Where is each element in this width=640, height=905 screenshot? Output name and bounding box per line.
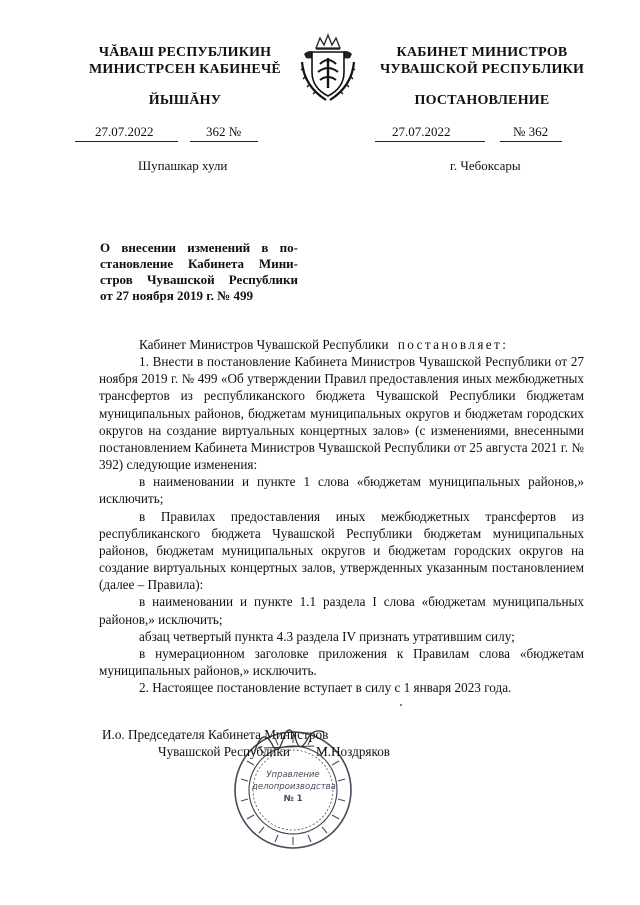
body-paragraph-6: в нумерационном заголовке приложения к Правилам слова «бюджетам муниципальных районов,» исключить. (99, 645, 584, 678)
document-subject (100, 240, 298, 304)
stamp-line2: делопроизводства (252, 782, 336, 792)
coat-of-arms-icon (296, 32, 360, 104)
header-left-doc-type: ЙЫШĂНУ (148, 93, 222, 108)
body-paragraph-5: абзац четвертый пункта 4.3 раздела IV признать утратившим силу; (139, 628, 515, 644)
header-right-line2: ЧУВАШСКОЙ РЕСПУБЛИКИ (379, 62, 585, 77)
signatory-title-line1: И.о. Председателя Кабинета Министров (102, 727, 329, 742)
stamp-inner-text (252, 769, 334, 805)
body-paragraph-7: 2. Настоящее постановление вступает в силу с 1 января 2023 года. (139, 680, 512, 696)
intro-decree: постановляет: (397, 337, 509, 352)
left-date-underline (75, 141, 178, 142)
stamp-line3: № 1 (283, 794, 303, 804)
left-place: Шупашкар хули (138, 158, 228, 173)
body-paragraph-2: в наименовании и пункте 1 слова «бюджетам муниципальных районов,» исключить; (99, 474, 584, 507)
right-place: г. Чебоксары (450, 158, 521, 173)
header-right-line1: КАБИНЕТ МИНИСТРОВ (396, 45, 568, 60)
left-number-underline (190, 141, 258, 142)
header-left-line2: МИНИСТРСЕН КАБИНЕЧĚ (89, 62, 281, 77)
left-number: 362 № (206, 124, 242, 139)
signatory-name: М.Ноздряков (316, 744, 391, 759)
document-body (99, 336, 584, 696)
subject-line1: О внесении изменений в по- (100, 240, 298, 255)
handwritten-signature (250, 718, 330, 766)
header-left-line1: ЧĂВАШ РЕСПУБЛИКИН (98, 45, 272, 60)
subject-line2: становление Кабинета Мини- (100, 256, 298, 271)
body-intro (99, 336, 584, 353)
emblem (296, 32, 360, 104)
right-date: 27.07.2022 (392, 124, 451, 139)
intro-start: Кабинет Министров Чувашской Республики (139, 337, 389, 352)
body-paragraph-4: в наименовании и пункте 1.1 раздела I слова «бюджетам муниципальных районов,» исключить; (99, 594, 584, 627)
signature-scribble-icon (250, 718, 330, 766)
right-date-underline (375, 141, 485, 142)
subject-line3: стров Чувашской Республики (100, 272, 298, 287)
body-paragraph-1: 1. Внести в постановление Кабинета Министров Чувашской Республики от 27 ноября 2019 г. № 499 «Об утверждении Правил предоставления иных межбюджетных трансфертов из республиканского бюджета Чувашской Республики бюджетам муниципальных районов, бюджетам муниципальных округов и бюджетам городских округов на создание виртуальных концертных залов» (с изменениями, внесенными постановлением Кабинета Министров Чувашской Республики от 25 августа 2021 г. № 392) следующие изменения: (99, 354, 584, 473)
signatory-title-line2: Чувашской Республики (158, 744, 290, 759)
right-number: № 362 (513, 124, 549, 139)
header-right-doc-type: ПОСТАНОВЛЕНИЕ (414, 93, 550, 108)
left-date: 27.07.2022 (95, 124, 154, 139)
right-number-underline (500, 141, 562, 142)
subject-line4: от 27 ноября 2019 г. № 499 (100, 288, 254, 303)
stray-dot (400, 704, 402, 706)
header-left-org (70, 44, 300, 78)
header-right-org (362, 44, 602, 78)
body-paragraph-3: в Правилах предоставления иных межбюджетных трансфертов из республиканского бюджета Чувашской Республики бюджетам муниципальных районов, бюджетам муниципальных округов и бюджетам городских округов на создание виртуальных концертных залов, утвержденных указанным постановлением (далее – Правила): (99, 508, 584, 593)
stamp-line1: Управление (266, 770, 320, 780)
